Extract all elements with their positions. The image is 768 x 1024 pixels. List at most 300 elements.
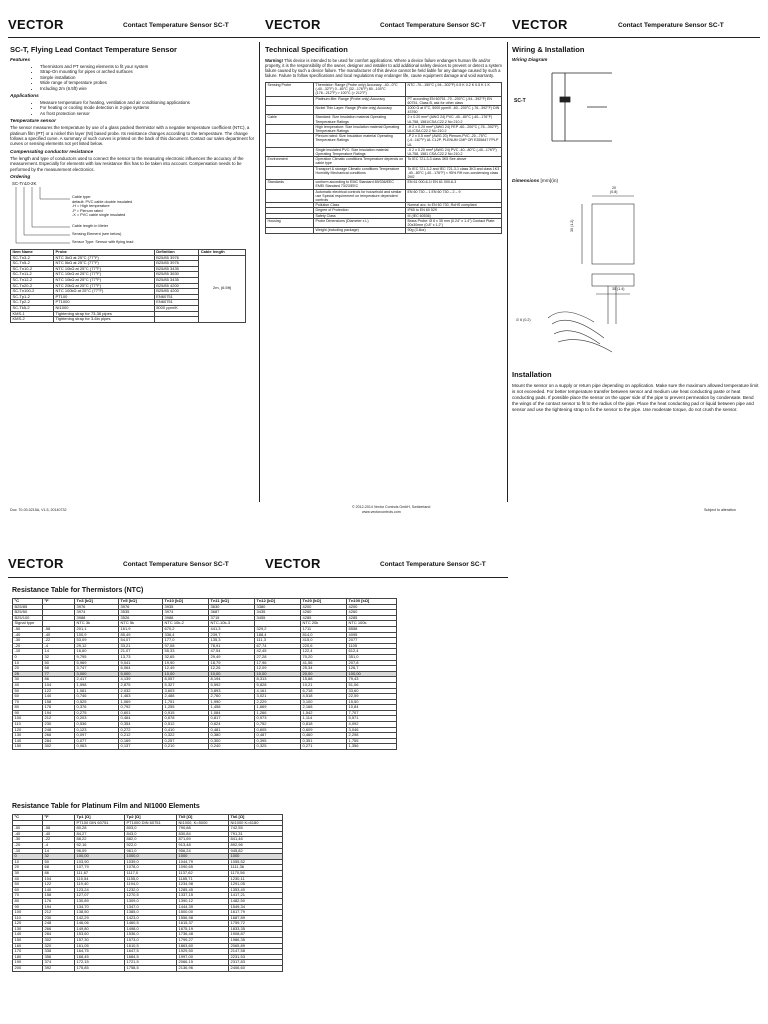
table-cell: 1647,5 — [125, 949, 177, 955]
temperature-sensor-text: The sensor measures the temperature by use of a glass packed thermistor with a negative temperature coefficient (NTC), a platinum film (PT) or a nickel thin layer (NI) based probe. Its resistance changes according to the temperature. The change follows a specified curve. A summary of such curves is printed on the back of this document. Contact our sales department for curves or sensing elements not yet listed below. — [10, 125, 255, 147]
pt-table-body — [13, 826, 283, 971]
ordering-table — [10, 249, 246, 323]
table-cell: 2,229 — [255, 699, 301, 705]
table-cell: 1,598 — [75, 682, 119, 688]
table-cell: 6,064 — [119, 666, 163, 672]
table-cell: 100 — [13, 716, 43, 722]
table-cell: 0,410 — [163, 727, 209, 733]
table-cell: 0,817 — [209, 716, 255, 722]
list-item: • For heating or cooling mode detection in 2-pipe systems — [40, 105, 255, 110]
table-cell: 5000 ppm/K — [154, 306, 199, 312]
table-cell: 1833,35 — [229, 926, 283, 932]
list-item: • Wide range of temperature probes — [40, 80, 255, 85]
table-cell: 8,194 — [209, 677, 255, 683]
table-cell: 0,609 — [301, 727, 347, 733]
table-cell: 1556,98 — [177, 915, 229, 921]
table-cell: 55,33 — [163, 649, 209, 655]
table-cell: 12,26 — [209, 666, 255, 672]
table-cell: 50 — [13, 688, 43, 694]
table-cell: 194 — [43, 904, 75, 910]
table-cell: 90 — [13, 710, 43, 716]
table-cell: 2136,96 — [177, 966, 229, 972]
table-cell: 4285 — [347, 615, 397, 621]
table-cell: 4200 — [301, 604, 347, 610]
table-cell: 29,49 — [209, 654, 255, 660]
applications-list — [10, 100, 255, 116]
table-cell: 3,603 — [163, 688, 209, 694]
table-cell: 0,512 — [163, 722, 209, 728]
table-subheader: PT1000 DIN 60751 — [125, 820, 177, 826]
table-cell: 1285,45 — [177, 887, 229, 893]
table-cell: 1,458 — [209, 705, 255, 711]
spec-value: EN 61 000-6-1/ EN 61 000-6-3 — [406, 180, 502, 189]
table-cell: SC-Tp1-2 — [11, 294, 54, 300]
spec-row — [266, 96, 502, 105]
table-cell: -58 — [43, 826, 75, 832]
dimensions-unit: [mm](in) — [540, 179, 559, 184]
spec-value: -P 2 x 0.5 mm² (AWG 20) Plenum-PVC -20...75°C (-4...167°F) UL CL2P, PLENUM CMP OR E355847 FPLP UL — [406, 134, 502, 148]
spec-row — [266, 166, 502, 180]
table-cell: 142,29 — [75, 915, 125, 921]
table-cell: 110 — [13, 915, 43, 921]
table-cell: 892,96 — [229, 842, 283, 848]
table-cell: NTC-10k-3 — [209, 621, 255, 627]
table-cell: SC-Tn3-2 — [11, 255, 54, 261]
table-cell: 266 — [43, 733, 75, 739]
spec-row — [266, 189, 502, 203]
table-cell: NTC 10k-2 — [163, 621, 209, 627]
table-cell: 1,755 — [347, 738, 397, 744]
table-cell: -22 — [43, 837, 75, 843]
dim-20in-label: (0.8) — [610, 190, 618, 194]
header-col1 — [8, 16, 256, 34]
table-cell: 1,990 — [209, 699, 255, 705]
spec-parameter: Safety Class — [314, 213, 406, 218]
table-header: Tn11 [kΩ] — [209, 599, 255, 605]
table-cell: 302 — [43, 744, 75, 750]
table-header: Tp2 [Ω] — [125, 815, 177, 821]
sct-label: SC-T — [514, 98, 526, 104]
table-cell: SC-Tn11-2 — [11, 272, 54, 278]
order-label-cable-type — [72, 195, 132, 218]
table-cell: 3935 — [163, 604, 209, 610]
table-cell: 3974 — [75, 610, 119, 616]
table-cell: 1194,0 — [125, 882, 177, 888]
vector-logo: VECTOR — [265, 556, 321, 571]
table-cell: 9,041 — [119, 660, 163, 666]
table-cell: 104 — [43, 682, 75, 688]
table-cell: 961,0 — [125, 848, 177, 854]
table-cell: 50 — [43, 859, 75, 865]
table-cell: B25/100 — [13, 615, 43, 621]
table-header: Tn10 [kΩ] — [163, 599, 209, 605]
table-cell: B25/85 3435 — [154, 266, 199, 272]
table-cell: 1155,0 — [125, 876, 177, 882]
table-cell: 5,969 — [75, 660, 119, 666]
specification-table — [265, 82, 502, 234]
table-cell: 14 — [43, 649, 75, 655]
table-cell: 415,0 — [301, 638, 347, 644]
spec-parameter: Transport & storage Climatic conditions Temperature Humidity Mechanical conditions — [314, 166, 406, 180]
table-cell: 1309,0 — [125, 898, 177, 904]
table-header: °C — [13, 815, 43, 821]
order-label: -P = Plenum rated — [72, 208, 103, 213]
table-cell: 1234,98 — [177, 882, 229, 888]
dim-30-label: 30 (1.2) — [570, 219, 574, 232]
spec-parameter: Single insulated PVC: Size Insulation material Operating Temperature Ratings — [314, 147, 406, 156]
table-cell: 40 — [13, 682, 43, 688]
spec-parameter: Weight (including package) — [314, 228, 406, 233]
table-cell: 84,27 — [75, 831, 125, 837]
table-cell: 194 — [43, 710, 75, 716]
header-title: Contact Temperature Sensor SC-T — [123, 561, 229, 568]
table-cell: 212 — [43, 716, 75, 722]
table-cell: NTC 5kΩ at 25°C (77°F) — [54, 261, 155, 267]
table-cell: 5,571 — [347, 716, 397, 722]
table-cell: 1,463 — [119, 694, 163, 700]
spec-value: -X 2 x 0.20 mm² (AWG 24) PVC -40...80°C (-40...176°F) UL758, 1581 CSA C22.2 No 210.2 — [406, 147, 502, 156]
header-title: Contact Temperature Sensor SC-T — [123, 22, 229, 29]
table-cell: -22 — [43, 638, 75, 644]
table-header: Tn3 [kΩ] — [75, 599, 119, 605]
table-header: Definition — [154, 250, 199, 256]
table-cell: 12,09 — [255, 666, 301, 672]
table-cell: 0,818 — [301, 722, 347, 728]
table-cell: 230 — [43, 915, 75, 921]
table-cell: 248 — [43, 727, 75, 733]
table-cell: 3380 — [255, 604, 301, 610]
table-cell: 30 — [13, 870, 43, 876]
table-cell: 27,28 — [255, 654, 301, 660]
spec-parameter: Plenum rated: Size Insulation material Operating Temperature Ratings — [314, 134, 406, 148]
table-cell: NTC 100k — [347, 621, 397, 627]
spec-parameter: Standard: Size Insulation material Operating Temperature Ratings — [314, 115, 406, 124]
table-cell: 115,54 — [75, 876, 125, 882]
table-cell: KMS-1 — [11, 311, 54, 317]
table-cell: 1617,79 — [229, 910, 283, 916]
table-cell: 190 — [13, 960, 43, 966]
table-header: Tk6 [Ω] — [229, 815, 283, 821]
table-cell: 126,7 — [347, 666, 397, 672]
table-cell: -40 — [13, 831, 43, 837]
table-cell: 0,536 — [75, 722, 119, 728]
spec-parameter: Pollution Class — [314, 203, 406, 208]
order-label: -H = High temperature — [72, 204, 110, 209]
table-cell: EN60751 — [154, 300, 199, 306]
table-cell: 302 — [43, 938, 75, 944]
list-item: • Thermistors and PT sensing elements to fit your system — [40, 64, 255, 69]
spec-row — [266, 134, 502, 148]
table-cell: 1117,0 — [125, 870, 177, 876]
table-row — [13, 744, 397, 750]
table-cell: 4,518 — [301, 694, 347, 700]
table-cell: 79,43 — [347, 677, 397, 683]
table-cell: 3526 — [119, 615, 163, 621]
table-cell: 47,54 — [209, 649, 255, 655]
table-cell: 207,8 — [347, 660, 397, 666]
table-cell: 0,271 — [301, 744, 347, 750]
table-cell: 1615,37 — [177, 921, 229, 927]
header-title: Contact Temperature Sensor SC-T — [380, 561, 486, 568]
table-cell: 5,327 — [163, 682, 209, 688]
header-rule — [8, 37, 760, 38]
spec-value: EN 60 730 – 1 EN 60 730 – 2 – 9 — [406, 189, 502, 203]
table-cell — [154, 317, 199, 323]
table-cell: 1423,0 — [125, 915, 177, 921]
table-cell: 1137,62 — [177, 870, 229, 876]
table-cell: 0,464 — [119, 716, 163, 722]
spec-parameter: Probe Dimensions (Diameter x L) — [314, 218, 406, 227]
table-cell: 0,395 — [255, 738, 301, 744]
table-cell: 8558 — [347, 626, 397, 632]
table-cell: 0,077 — [75, 738, 119, 744]
table-cell: 2077 — [347, 638, 397, 644]
table-cell: Tightening strap for 73-36 pipes — [54, 311, 155, 317]
table-cell: 4260 — [301, 610, 347, 616]
table-cell: 177,0 — [163, 638, 209, 644]
table-cell: 70 — [13, 893, 43, 899]
table-cell: 70,20 — [301, 654, 347, 660]
table-cell: B25/85 4200 — [154, 289, 199, 295]
table-cell: 1736,48 — [177, 932, 229, 938]
table-cell: 77 — [43, 671, 75, 677]
table-cell: 1353,40 — [229, 887, 283, 893]
table-cell: 15,88 — [301, 677, 347, 683]
table-cell: KMS-2 — [11, 317, 54, 323]
table-cell: 0,752 — [255, 722, 301, 728]
table-cell: 10,00 — [163, 671, 209, 677]
table-cell: 0,605 — [255, 727, 301, 733]
warning-body: This device is intended to be used for comfort applications. Where a device failure endangers human life and/or property, it is the responsibility of the owner, designer and installer to add additional safety devices to prevent or detect a system failure caused by such a device failure. The manufacturer of this device cannot be held liable for any damage caused by such a failure. Failure to follow specifications and local regulations may endanger life, cause equipment damage and void warranty. — [265, 58, 502, 78]
table-cell: 150 — [13, 744, 43, 750]
table-cell: PT1000 — [54, 300, 155, 306]
table-cell: -58 — [43, 626, 75, 632]
table-cell: 97,08 — [163, 643, 209, 649]
table-header: °C — [13, 599, 43, 605]
table-cell: 2,168 — [301, 705, 347, 711]
table-cell: 1500,00 — [177, 910, 229, 916]
product-title: SC-T, Flying Lead Contact Temperature Sensor — [10, 45, 177, 54]
table-cell: 54,07 — [119, 638, 163, 644]
spec-group: Environment — [266, 157, 314, 166]
table-cell: 0,601 — [119, 710, 163, 716]
table-cell: 392 — [43, 966, 75, 972]
table-cell: 32 — [43, 654, 75, 660]
table-cell: 5,592 — [209, 682, 255, 688]
spec-row — [266, 157, 502, 166]
order-code: SC-Tn10-2K — [12, 181, 37, 187]
table-cell: 20 — [13, 666, 43, 672]
table-cell: 200 — [13, 966, 43, 972]
table-cell: NTC 10kΩ at 25°C (77°F) — [54, 278, 155, 284]
table-cell: 161,05 — [75, 943, 125, 949]
table-cell: 140 — [43, 887, 75, 893]
table-cell: 2066,15 — [177, 960, 229, 966]
table-cell: NTC 3kΩ at 25°C (77°F) — [54, 255, 155, 261]
dim-35-label: 35 (1.4) — [612, 287, 625, 291]
table-cell: 0,257 — [163, 738, 209, 744]
table-cell: 1090,65 — [177, 865, 229, 871]
table-cell: 1039,0 — [125, 859, 177, 865]
table-cell: B25/85 3976 — [154, 255, 199, 261]
table-cell: 146,06 — [75, 921, 125, 927]
table-cell: NTC 20k — [301, 621, 347, 627]
table-cell: -20 — [13, 842, 43, 848]
table-cell: 7,707 — [347, 710, 397, 716]
table-cell: 0 — [13, 854, 43, 860]
table-cell: 239,7 — [209, 632, 255, 638]
table-cell: 3988 — [75, 615, 119, 621]
table-cell: 871,69 — [177, 837, 229, 843]
page2-header-rule — [8, 577, 508, 578]
table-cell: 913,48 — [177, 842, 229, 848]
table-cell: 742,55 — [229, 826, 283, 832]
dimensions-drawing-area — [512, 184, 760, 364]
table-cell: 153,60 — [75, 932, 125, 938]
table-cell: 20,00 — [301, 671, 347, 677]
spec-parameter: Nickel Thin Layer: Range (Probe only) Accuracy — [314, 106, 406, 115]
table-cell: 88,22 — [75, 837, 125, 843]
table-header: Item Name — [11, 250, 54, 256]
table-cell: 1337,15 — [177, 893, 229, 899]
table-cell: 441,3 — [209, 626, 255, 632]
table-cell: 1799,27 — [177, 938, 229, 944]
table-cell: 5,000 — [119, 671, 163, 677]
ntc-table-title: Resistance Table for Thermistors (NTC) — [12, 587, 144, 594]
table-cell: 1417,21 — [229, 893, 283, 899]
wiring-diagram-drawing — [512, 67, 752, 147]
vector-logo: VECTOR — [8, 556, 64, 571]
table-cell: 1,081 — [75, 688, 119, 694]
table-cell: 841,46 — [229, 837, 283, 843]
table-cell: 791,31 — [229, 831, 283, 837]
spec-group — [266, 106, 314, 115]
table-cell: 150 — [13, 938, 43, 944]
dim-6-label: ∅ 6 (0.2) — [516, 318, 531, 322]
table-cell: 110 — [13, 722, 43, 728]
features-heading: Features — [10, 58, 30, 63]
table-cell: 1908,87 — [229, 932, 283, 938]
table-cell: -50 — [13, 626, 43, 632]
table-cell: 119,40 — [75, 882, 125, 888]
table-cell: 882,0 — [125, 837, 177, 843]
table-cell: 201,1 — [75, 626, 119, 632]
table-cell: 4200 — [347, 604, 397, 610]
table-cell: 0,300 — [209, 738, 255, 744]
table-cell: 80 — [13, 705, 43, 711]
table-cell: 170 — [13, 949, 43, 955]
table-cell: 111,67 — [75, 870, 125, 876]
table-cell: 100,00 — [75, 854, 125, 860]
table-header: °F — [43, 599, 75, 605]
table-cell: SC-Tn20-2 — [11, 283, 54, 289]
table-cell: 92,16 — [75, 842, 125, 848]
table-cell: 0,678 — [163, 716, 209, 722]
spec-value: To IEC 721-3-2 and IEC 721-3-1 class 3K3 and class 1K3 -40...80°C (-40...176°F) < 95% RH non-condensing class 2M2 — [406, 166, 502, 180]
table-cell: 19,90 — [163, 660, 209, 666]
table-cell: B25/85 3630 — [154, 272, 199, 278]
wiring-diagram-heading: Wiring Diagram — [512, 58, 548, 63]
table-cell: 32 — [43, 854, 75, 860]
table-cell: 127,07 — [75, 893, 125, 899]
table-cell: 0,460 — [301, 733, 347, 739]
table-cell: 80,28 — [75, 826, 125, 832]
table-cell: 172,15 — [75, 960, 125, 966]
table-cell: 40 — [13, 876, 43, 882]
table-cell: 1044,79 — [177, 859, 229, 865]
table-cell: 3,893 — [209, 688, 255, 694]
table-cell: NTC 20kΩ at 25°C (77°F) — [54, 283, 155, 289]
table-cell: 10,00 — [255, 671, 301, 677]
table-cell: SC-Tn12-2 — [11, 278, 54, 284]
table-cell: 157,30 — [75, 938, 125, 944]
table-header: Tp1 [Ω] — [75, 815, 125, 821]
temperature-sensor-heading: Temperature sensor — [10, 119, 56, 125]
table-cell: 5,828 — [255, 682, 301, 688]
table-cell: 1482,50 — [229, 898, 283, 904]
table-cell: 612,4 — [347, 649, 397, 655]
footer-left: Doc: 70-00-0215A, V1.5, 20140732 — [10, 508, 67, 512]
spec-value: 90g (3.8oz) — [406, 228, 502, 233]
table-cell: 4,139 — [119, 677, 163, 683]
table-cell: 176 — [43, 705, 75, 711]
header-col3 — [512, 16, 760, 34]
ntc-section — [12, 587, 492, 750]
page2-header-right — [265, 555, 513, 573]
spec-group: Standards — [266, 180, 314, 189]
table-cell: 149,80 — [75, 926, 125, 932]
table-cell: SC-Tp2-2 — [11, 300, 54, 306]
table-cell: 220,6 — [301, 643, 347, 649]
table-cell: 104 — [43, 876, 75, 882]
table-cell: 1000 — [229, 854, 283, 860]
list-item: • Measure temperature for heating, ventilation and air conditioning applications — [40, 100, 255, 105]
table-cell: 0,097 — [75, 733, 119, 739]
table-subheader: NI1000, K=5000 — [177, 820, 229, 826]
spec-row — [266, 218, 502, 227]
order-label: default: PVC cable double insulated — [72, 199, 133, 204]
table-cell: 1,356 — [347, 744, 397, 750]
vector-logo: VECTOR — [8, 17, 64, 32]
spec-row — [266, 228, 502, 233]
order-label-sensor-type: Sensor Type: Sensor with flying lead — [72, 240, 134, 245]
table-header: °F — [43, 815, 75, 821]
table-cell: 3715 — [209, 615, 255, 621]
features-list — [10, 64, 255, 91]
table-cell: 1055,52 — [229, 859, 283, 865]
table-cell: 130,89 — [75, 898, 125, 904]
table-cell: SC-Tn10-2 — [11, 266, 54, 272]
table-cell: 3535 — [119, 610, 163, 616]
table-cell: 0,240 — [209, 744, 255, 750]
spec-value: Brass Probe: Ø 6 x 35 mm (0.24" x 1.4") Contact Plate: 20x30mm (0.8" x 1.2") — [406, 218, 502, 227]
spec-value: To IEC 721-3-3 class 3K5 See above — [406, 157, 502, 166]
table-header: Probe — [54, 250, 155, 256]
column-divider — [259, 42, 260, 502]
table-cell: 1687,89 — [229, 915, 283, 921]
table-cell: 0,322 — [163, 733, 209, 739]
table-cell: 3976 — [119, 604, 163, 610]
table-cell: -30 — [13, 638, 43, 644]
table-cell: 100,9 — [75, 632, 119, 638]
column-overview — [10, 45, 255, 323]
table-cell: 3,000 — [75, 671, 119, 677]
order-label-sensing: Sensing Element (see below) — [72, 232, 122, 237]
footer-center: © 2012-2014 Vector Controls GmbH, Switzerland — [352, 505, 431, 509]
cable-length-cell: 2m, (6.5ft) — [199, 255, 246, 322]
spec-parameter: Platinum-film: Range (Probe only) Accuracy — [314, 96, 406, 105]
table-cell: 53,09 — [75, 638, 119, 644]
